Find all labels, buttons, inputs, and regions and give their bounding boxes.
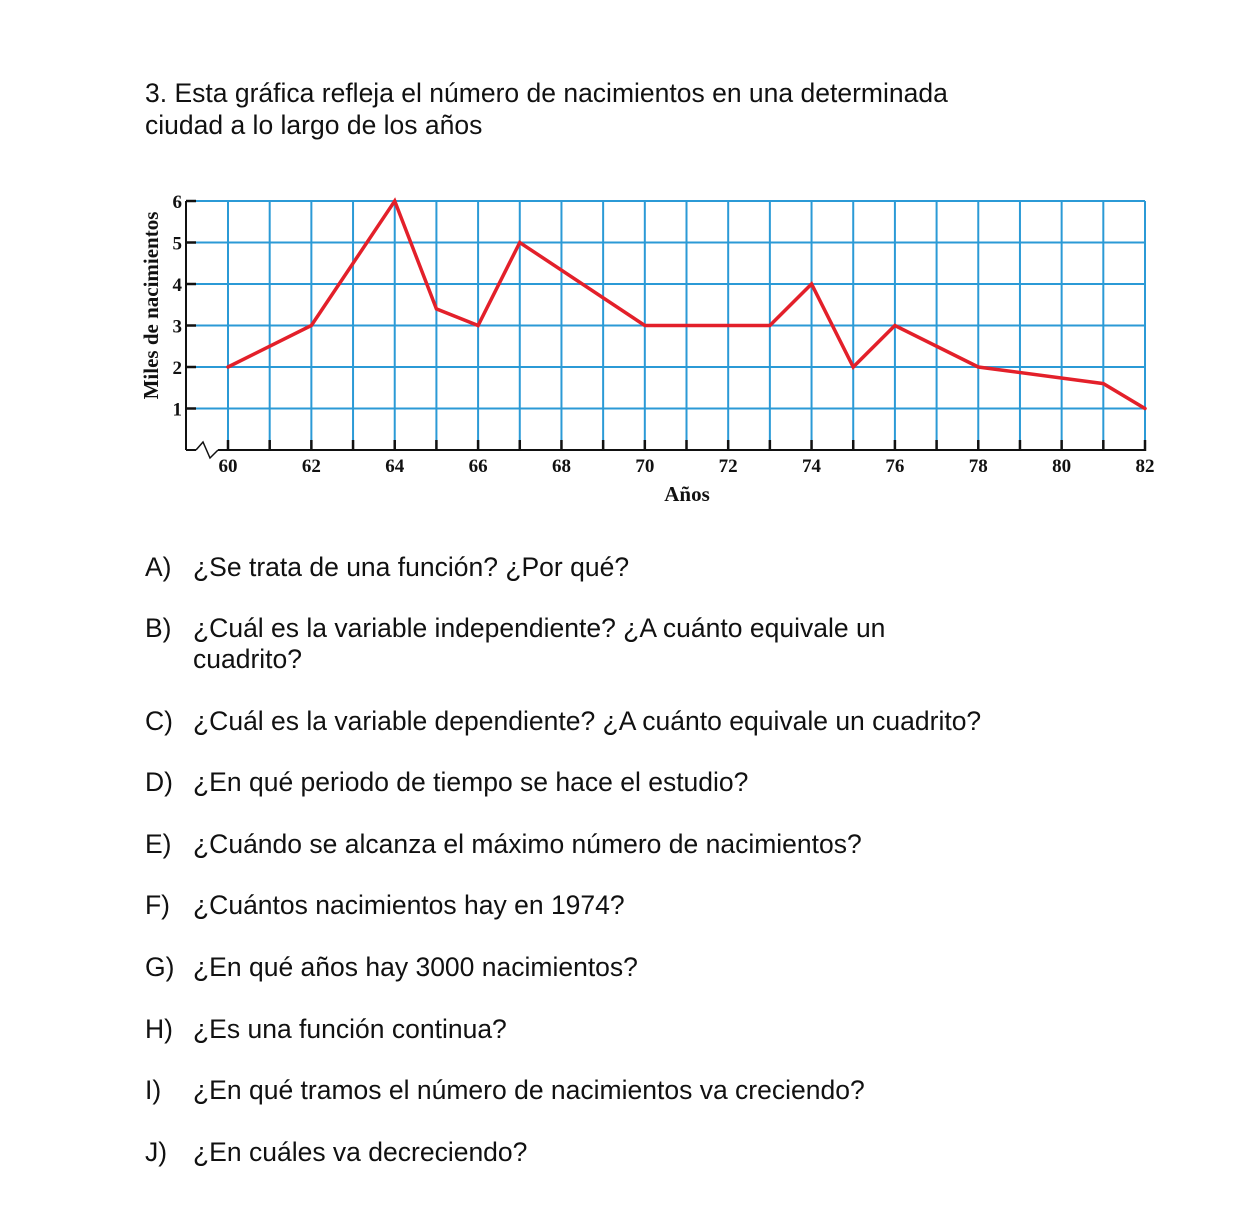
axis-break-mark — [196, 442, 218, 458]
question-text: ¿En cuáles va decreciendo? — [193, 1137, 528, 1167]
births-line-chart — [0, 0, 1243, 520]
y-axis-label: Miles de nacimientos — [139, 211, 163, 400]
question-text: ¿En qué tramos el número de nacimientos va creciendo? — [193, 1075, 865, 1105]
x-tick-label: 70 — [635, 456, 655, 477]
problem-statement-line-1: 3. Esta gráfica refleja el número de nacimientos en una determinada — [145, 78, 948, 108]
question-letter: D) — [145, 767, 173, 797]
question-text: ¿Cuál es la variable dependiente? ¿A cuánto equivale un cuadrito? — [193, 706, 982, 736]
chart-axes — [186, 201, 1145, 458]
question-letter: G) — [145, 952, 175, 982]
y-tick-label: 6 — [172, 192, 182, 213]
x-axis-label: Años — [664, 482, 710, 506]
question-letter: I) — [145, 1075, 162, 1105]
x-tick-label: 72 — [718, 456, 738, 477]
x-tick-label: 82 — [1135, 456, 1155, 477]
x-tick-label: 66 — [468, 456, 488, 477]
question-letter: E) — [145, 829, 172, 859]
y-tick-label: 4 — [172, 275, 182, 296]
question-text: ¿Se trata de una función? ¿Por qué? — [193, 552, 630, 582]
question-letter: A) — [145, 552, 172, 582]
question-text: ¿En qué años hay 3000 nacimientos? — [193, 952, 638, 982]
chart-labels — [139, 192, 1155, 506]
x-tick-label: 74 — [802, 456, 822, 477]
x-tick-label: 76 — [885, 456, 905, 477]
question-letter: B) — [145, 613, 172, 643]
question-text: ¿Cuántos nacimientos hay en 1974? — [193, 890, 625, 920]
problem-statement-line-2: ciudad a lo largo de los años — [145, 110, 483, 140]
question-text: ¿Cuándo se alcanza el máximo número de nacimientos? — [193, 829, 862, 859]
question-letter: C) — [145, 706, 173, 736]
question-text: ¿Es una función continua? — [193, 1014, 507, 1044]
x-tick-label: 80 — [1052, 456, 1072, 477]
y-tick-label: 5 — [172, 233, 182, 255]
x-tick-label: 68 — [551, 456, 571, 477]
x-tick-label: 60 — [218, 456, 238, 477]
question-letter: J) — [145, 1137, 168, 1167]
x-tick-label: 62 — [301, 456, 321, 477]
y-tick-label: 1 — [172, 399, 182, 421]
question-letter: H) — [145, 1014, 173, 1044]
y-tick-label: 3 — [172, 316, 182, 338]
x-tick-label: 64 — [385, 456, 405, 477]
question-text-continued: cuadrito? — [193, 644, 303, 674]
x-tick-label: 78 — [968, 456, 988, 477]
question-text: ¿En qué periodo de tiempo se hace el estudio? — [193, 767, 749, 797]
question-letter: F) — [145, 890, 171, 920]
y-tick-label: 2 — [172, 358, 182, 379]
question-text: ¿Cuál es la variable independiente? ¿A cuánto equivale un — [193, 613, 886, 643]
